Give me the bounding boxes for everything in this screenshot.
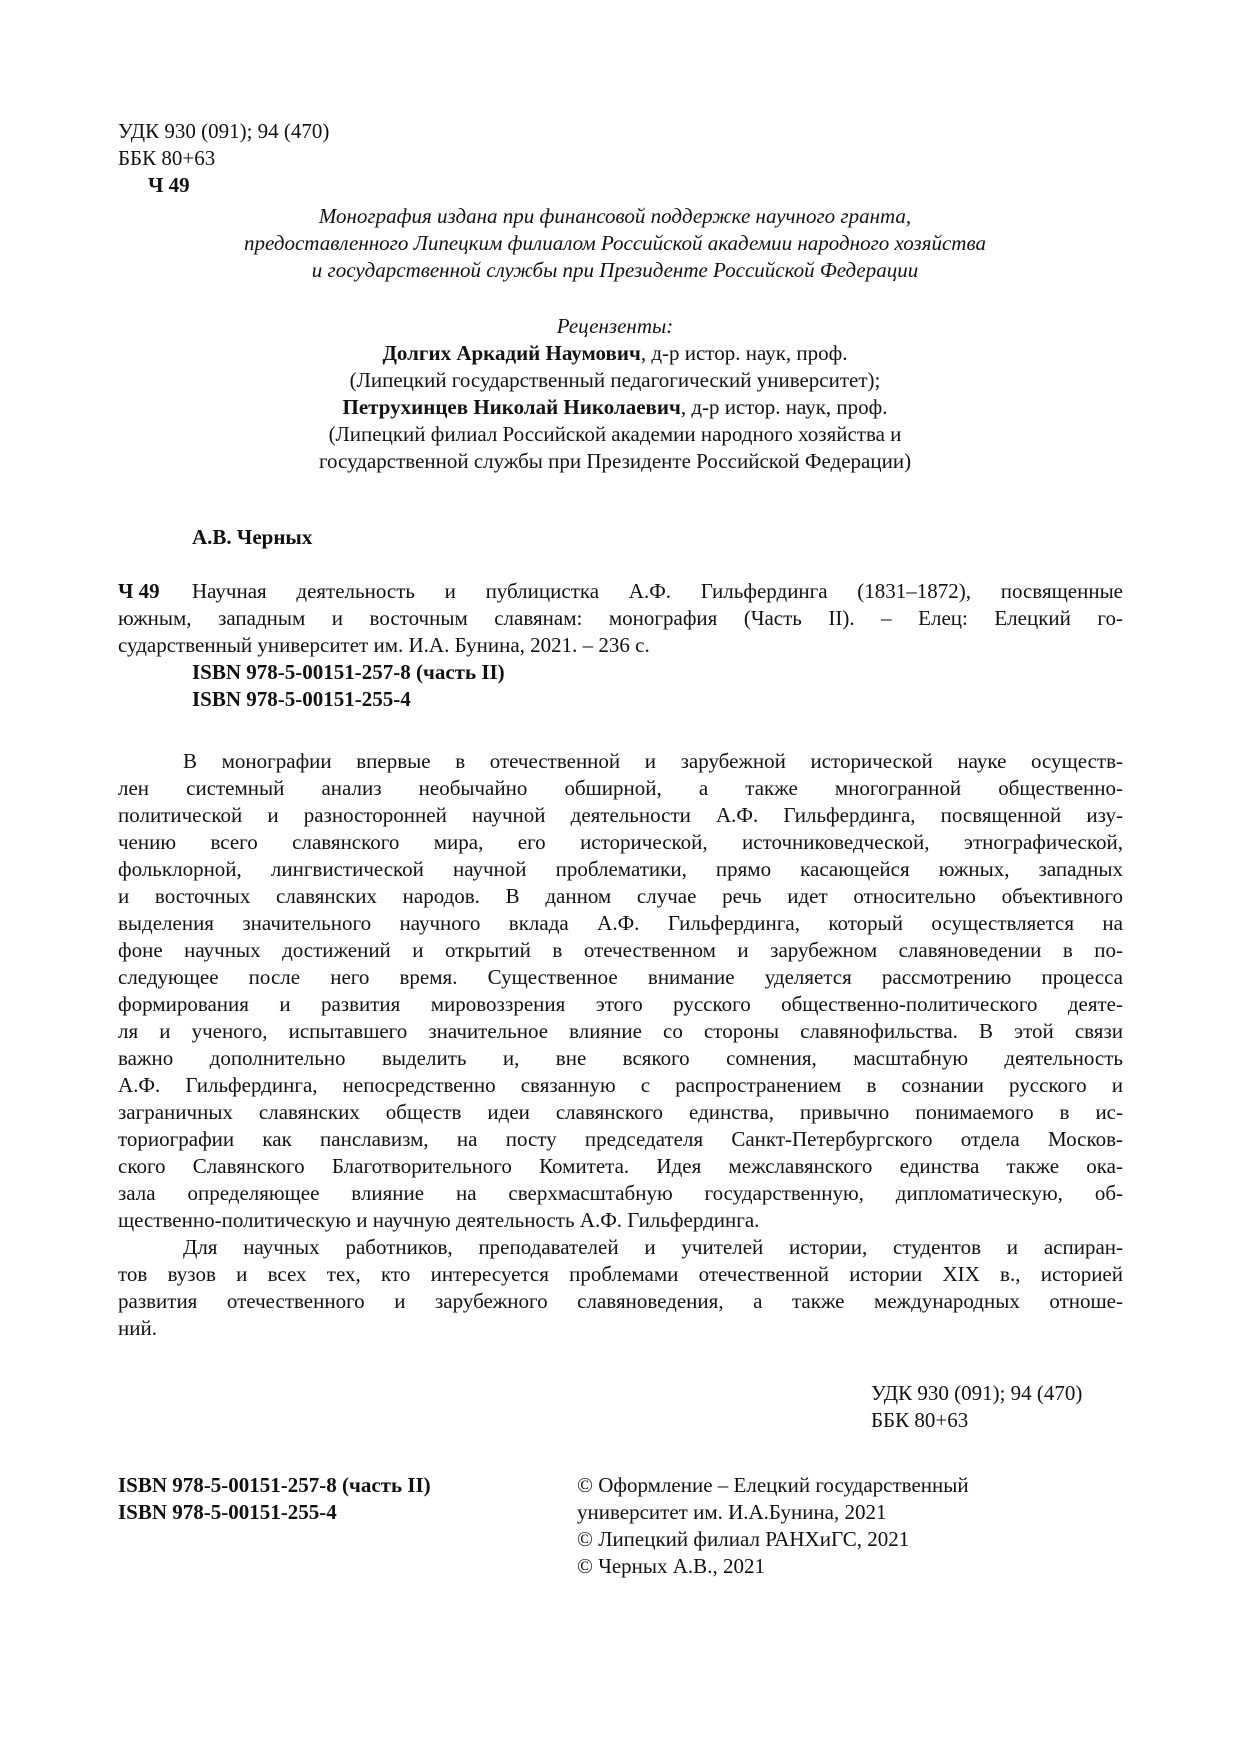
audience-line: Для научных работников, преподавателей и учителей истории, студентов и аспиран- — [183, 1235, 1123, 1259]
reviewer-1-degree: , д-р истор. наук, проф. — [640, 341, 848, 365]
reviewer-2-degree: , д-р истор. наук, проф. — [680, 395, 888, 419]
audience-line: развития отечественного и зарубежного славяноведения, а также международных отноше- — [118, 1289, 1123, 1313]
reviewer-1-affiliation: (Липецкий государственный педагогический университет); — [349, 368, 881, 392]
copyright-line: © Черных А.В., 2021 — [577, 1554, 765, 1578]
copyright-line: © Липецкий филиал РАНХиГС, 2021 — [577, 1527, 910, 1551]
classification-block — [118, 118, 329, 172]
abstract-line: формирования и развития мировоззрения этого русского общественно-политического деяте- — [118, 992, 1123, 1016]
isbn-main: ISBN 978-5-00151-255-4 — [192, 687, 411, 711]
abstract — [118, 748, 1123, 1342]
abstract-line: заграничных славянских обществ идеи славянского единства, привычно понимаемого в ис- — [118, 1100, 1123, 1124]
footer-isbn-main: ISBN 978-5-00151-255-4 — [118, 1500, 337, 1524]
abstract-line: ля и ученого, испытавшего значительное влияние со стороны славянофильства. В этой связи — [118, 1019, 1123, 1043]
footer-isbn — [118, 1472, 431, 1526]
bibliography-line: сударственный университет им. И.А. Бунина, 2021. – 236 с. — [118, 633, 650, 657]
abstract-line: лен системный анализ необычайно обширной, а также многогранной общественно- — [118, 776, 1123, 800]
audience-line: тов вузов и всех тех, кто интересуется проблемами отечественной истории XIX в., историей — [118, 1262, 1123, 1286]
abstract-line: следующее после него время. Существенное внимание уделяется рассмотрению процесса — [118, 965, 1123, 989]
grant-note-line: и государственной службы при Президенте Российской Федерации — [311, 258, 919, 282]
footer-classification — [871, 1380, 1082, 1434]
bibliography-line: Научная деятельность и публицистка А.Ф. Гильфердинга (1831–1872), посвященные — [192, 579, 1123, 603]
bibliography-record — [192, 578, 1123, 605]
reviewer-2-affiliation: (Липецкий филиал Российской академии народного хозяйства и — [328, 422, 902, 446]
abstract-line: чению всего славянского мира, его исторической, источниковедческой, этнографической, — [118, 830, 1123, 854]
grant-note-line: предоставленного Липецким филиалом Российской академии народного хозяйства — [244, 231, 986, 255]
abstract-line: В монографии впервые в отечественной и зарубежной исторической науке осуществ- — [183, 749, 1123, 773]
bibliography-record-cont — [118, 605, 1123, 659]
grant-note-line: Монография издана при финансовой поддержке научного гранта, — [318, 204, 912, 228]
grant-note — [110, 203, 1120, 284]
abstract-line: и восточных славянских народов. В данном случае речь идет относительно объективного — [118, 884, 1123, 908]
copyright-line: университет им. И.А.Бунина, 2021 — [577, 1500, 887, 1524]
copyright-line: © Оформление – Елецкий государственный — [577, 1473, 969, 1497]
footer-bbk: ББК 80+63 — [871, 1408, 969, 1432]
audience-line: ний. — [118, 1316, 157, 1340]
reviewer-1-name: Долгих Аркадий Наумович — [382, 341, 641, 365]
reviewer-1 — [110, 340, 1120, 367]
copyright-block — [577, 1472, 969, 1580]
reviewer-2-affiliation: государственной службы при Президенте Российской Федерации) — [318, 449, 912, 473]
abstract-line: важно дополнительно выделить и, вне всякого сомнения, масштабную деятельность — [118, 1046, 1123, 1070]
abstract-line: выделения значительного научного вклада А.Ф. Гильфердинга, который осуществляется на — [118, 911, 1123, 935]
isbn-list — [192, 659, 505, 713]
abstract-line: А.Ф. Гильфердинга, непосредственно связанную с распространением в сознании русского и — [118, 1073, 1123, 1097]
abstract-line: политической и разносторонней научной деятельности А.Ф. Гильфердинга, посвященной изу- — [118, 803, 1123, 827]
abstract-line: зала определяющее влияние на сверхмасштабную государственную, дипломатическую, об- — [118, 1181, 1123, 1205]
udk-code: УДК 930 (091); 94 (470) — [118, 119, 330, 143]
bbk-code: ББК 80+63 — [118, 146, 216, 170]
author-mark: Ч 49 — [148, 173, 190, 197]
abstract-line: фоне научных достижений и открытий в отечественном и зарубежном славяноведении в по- — [118, 938, 1123, 962]
reviewer-2-name: Петрухинцев Николай Николаевич — [342, 395, 681, 419]
abstract-line: щественно-политическую и научную деятельность А.Ф. Гильфердинга. — [118, 1208, 760, 1232]
isbn-part2: ISBN 978-5-00151-257-8 (часть II) — [192, 660, 505, 684]
footer-udk: УДК 930 (091); 94 (470) — [871, 1381, 1083, 1405]
abstract-line: ского Славянского Благотворительного Комитета. Идея межславянского единства также ока- — [118, 1154, 1123, 1178]
reviewers-block — [110, 313, 1120, 475]
footer-isbn-part2: ISBN 978-5-00151-257-8 (часть II) — [118, 1473, 431, 1497]
bibliography-mark: Ч 49 — [118, 579, 160, 603]
author-name: А.В. Черных — [192, 525, 313, 549]
abstract-line: ториографии как панславизм, на посту председателя Санкт-Петербургского отдела Москов- — [118, 1127, 1123, 1151]
reviewers-heading: Рецензенты: — [556, 314, 674, 338]
bibliography-line: южным, западным и восточным славянам: монография (Часть II). – Елец: Елецкий го- — [118, 606, 1123, 630]
reviewer-2 — [110, 394, 1120, 421]
abstract-line: фольклорной, лингвистической научной проблематики, прямо касающейся южных, западных — [118, 857, 1123, 881]
